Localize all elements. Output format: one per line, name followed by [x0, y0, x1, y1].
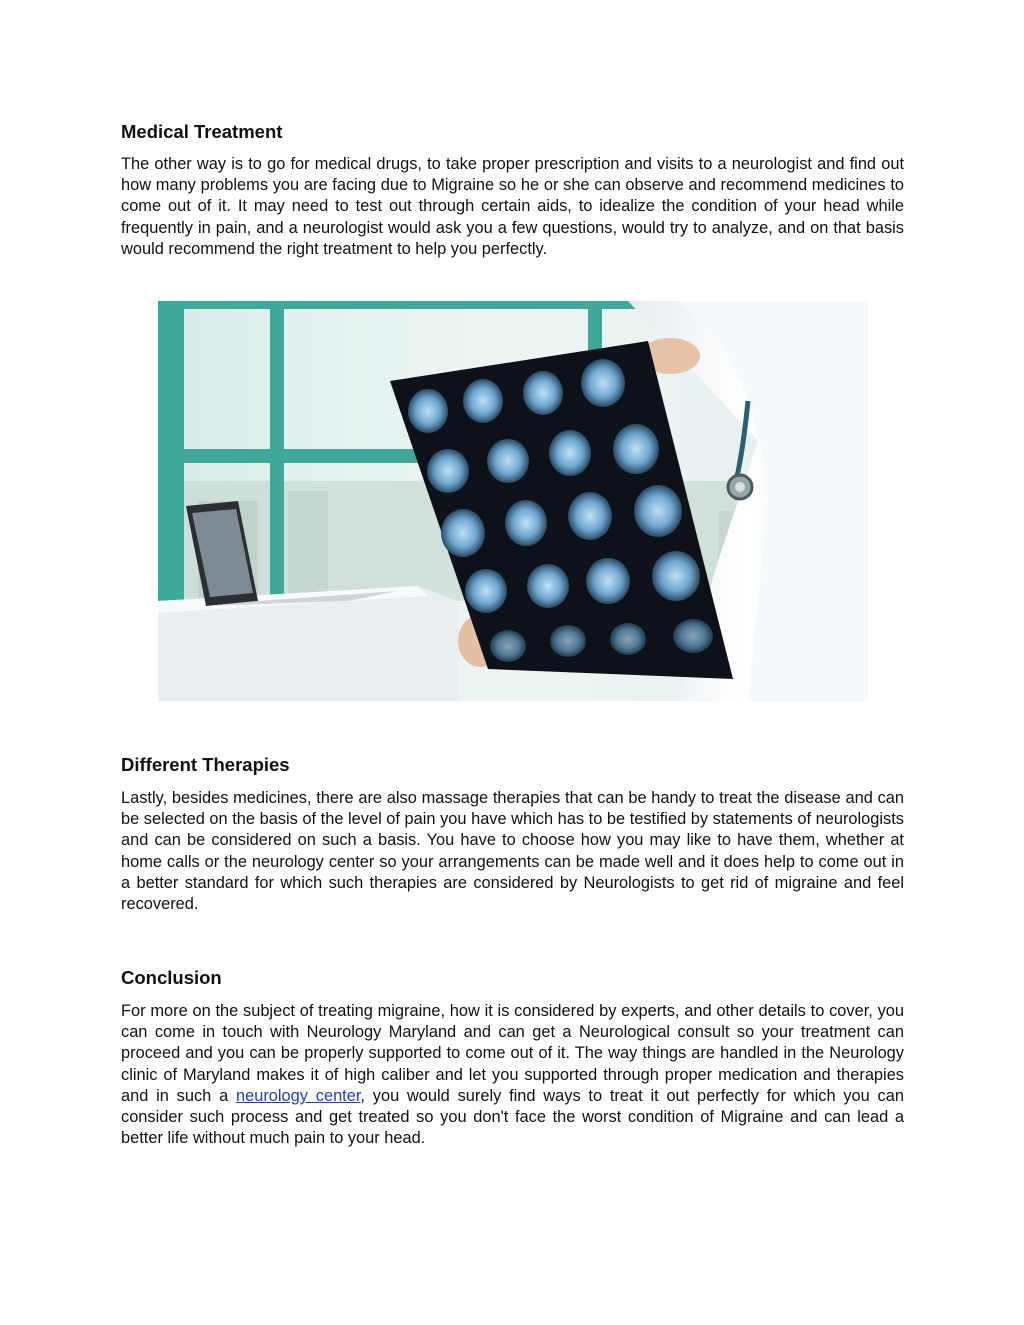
- section-title-medical-treatment: Medical Treatment: [121, 121, 283, 142]
- section-text-medical-treatment: The other way is to go for medical drugs, to take proper prescription and visits to a neurologist and find out how many problems you are facing due to Migraine so he or she can observe and recommend medicines to come out of it. It may need to test out through certain aids, to idealize the condition of your head while frequently in pain, and a neurologist would ask you a few questions, would try to analyze, and on that basis would recommend the right treatment to help you perfectly.: [121, 155, 904, 258]
- section-title-different-therapies: Different Therapies: [121, 754, 290, 775]
- doctor-holding-brain-scan-image: [158, 301, 868, 701]
- brain-scan-illustration: [158, 301, 868, 701]
- neurology-center-link[interactable]: neurology center: [235, 1086, 361, 1105]
- section-title-conclusion: Conclusion: [121, 967, 222, 988]
- conclusion-text-part-1: For more on the subject of treating migraine, how it is considered by experts, and other details to cover, you can come in touch with Neurology Maryland and can get a Neurological consult so your treatment can proceed and you can be properly supported to come out of it. The way things are handled in the Neurology clinic of Maryland makes it of high caliber and let you supported through proper medication and therapies and in such a: [121, 1002, 904, 1105]
- section-text-different-therapies: Lastly, besides medicines, there are also massage therapies that can be handy to treat the disease and can be selected on the basis of the level of pain you have which has to be testified by statements of neurologists and can be considered on such a basis. You have to choose how you may like to have them, whether at home calls or the neurology center so your arrangements can be made well and it does help to come out in a better standard for which such therapies are considered by Neurologists to get rid of migraine and feel recovered.: [121, 789, 904, 914]
- section-text-conclusion: [121, 1001, 904, 1149]
- conclusion-text-part-2: , you would surely find ways to treat it out perfectly for which you can consider such process and get treated so you don't face the worst condition of Migraine and can lead a better life without much pain to your head.: [121, 1086, 904, 1148]
